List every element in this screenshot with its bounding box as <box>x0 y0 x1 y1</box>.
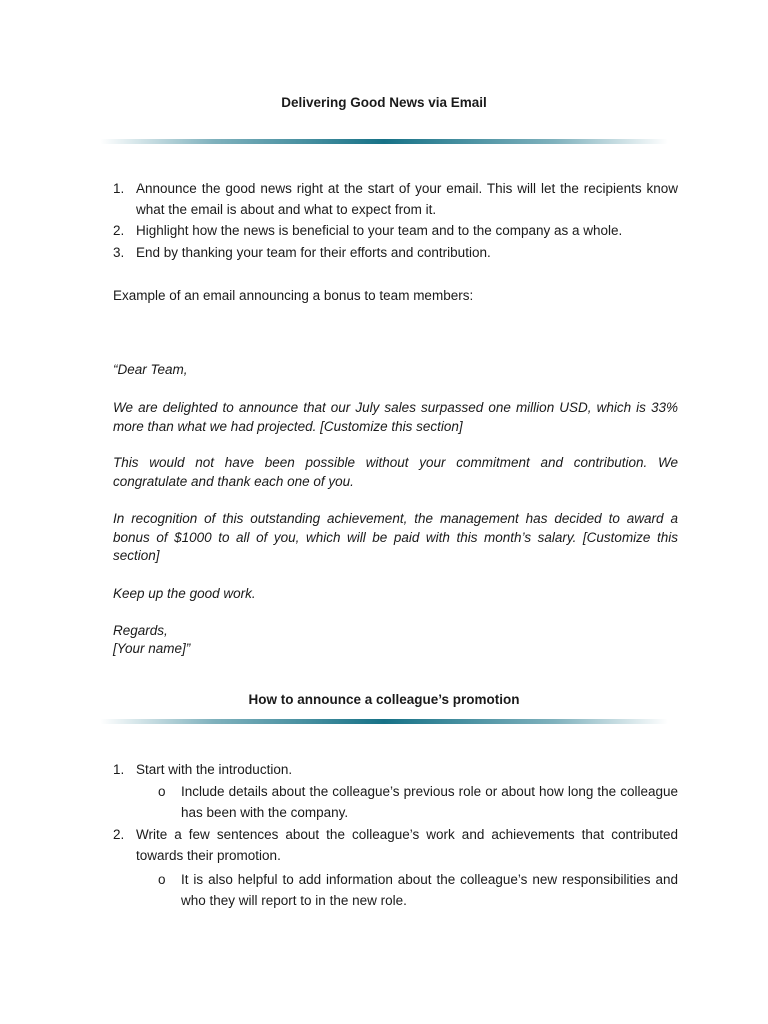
bullet-marker: o <box>158 872 166 887</box>
list-item <box>113 759 678 780</box>
email-greeting: “Dear Team, <box>113 362 188 377</box>
sub-list-text: Include details about the colleague’s previous role or about how long the colleague has been with the company. <box>181 784 678 820</box>
list-text: Announce the good news right at the start of your email. This will let the recipients know what the email is about and what to expect from it. <box>136 181 678 217</box>
list-text: Highlight how the news is beneficial to your team and to the company as a whole. <box>136 223 623 238</box>
list-text: Write a few sentences about the colleague’s work and achievements that contributed towards their promotion. <box>136 827 678 863</box>
email-signature: [Your name]” <box>113 641 191 656</box>
list-number: 1. <box>113 181 125 196</box>
list-item <box>113 242 678 263</box>
list-number: 3. <box>113 245 125 260</box>
list-text: End by thanking your team for their efforts and contribution. <box>136 245 491 260</box>
section-divider <box>100 719 668 724</box>
sub-list-item <box>158 869 678 911</box>
list-number: 2. <box>113 223 125 238</box>
section-title: How to announce a colleague’s promotion <box>248 692 520 707</box>
list-item <box>113 824 678 866</box>
example-intro: Example of an email announcing a bonus to team members: <box>113 288 474 303</box>
list-number: 1. <box>113 762 125 777</box>
list-number: 2. <box>113 827 125 842</box>
list-item <box>113 178 678 220</box>
email-closing: Regards, <box>113 623 168 638</box>
email-paragraph: This would not have been possible without your commitment and contribution. We congratulate and thank each one of you. <box>113 455 678 489</box>
sub-list-item <box>158 781 678 823</box>
email-paragraph: In recognition of this outstanding achievement, the management has decided to award a bonus of $1000 to all of you, which will be paid with this month’s salary. [Customize this section] <box>113 511 678 563</box>
list-text: Start with the introduction. <box>136 762 293 777</box>
sub-list-text: It is also helpful to add information about the colleague’s new responsibilities and who they will report to in the new role. <box>181 872 678 908</box>
list-item <box>113 220 678 241</box>
email-paragraph: Keep up the good work. <box>113 586 256 601</box>
section-title: Delivering Good News via Email <box>281 95 487 110</box>
email-paragraph: We are delighted to announce that our July sales surpassed one million USD, which is 33% more than what we had projected. [Customize this section] <box>113 400 678 434</box>
section-divider <box>100 139 668 144</box>
bullet-marker: o <box>158 784 166 799</box>
